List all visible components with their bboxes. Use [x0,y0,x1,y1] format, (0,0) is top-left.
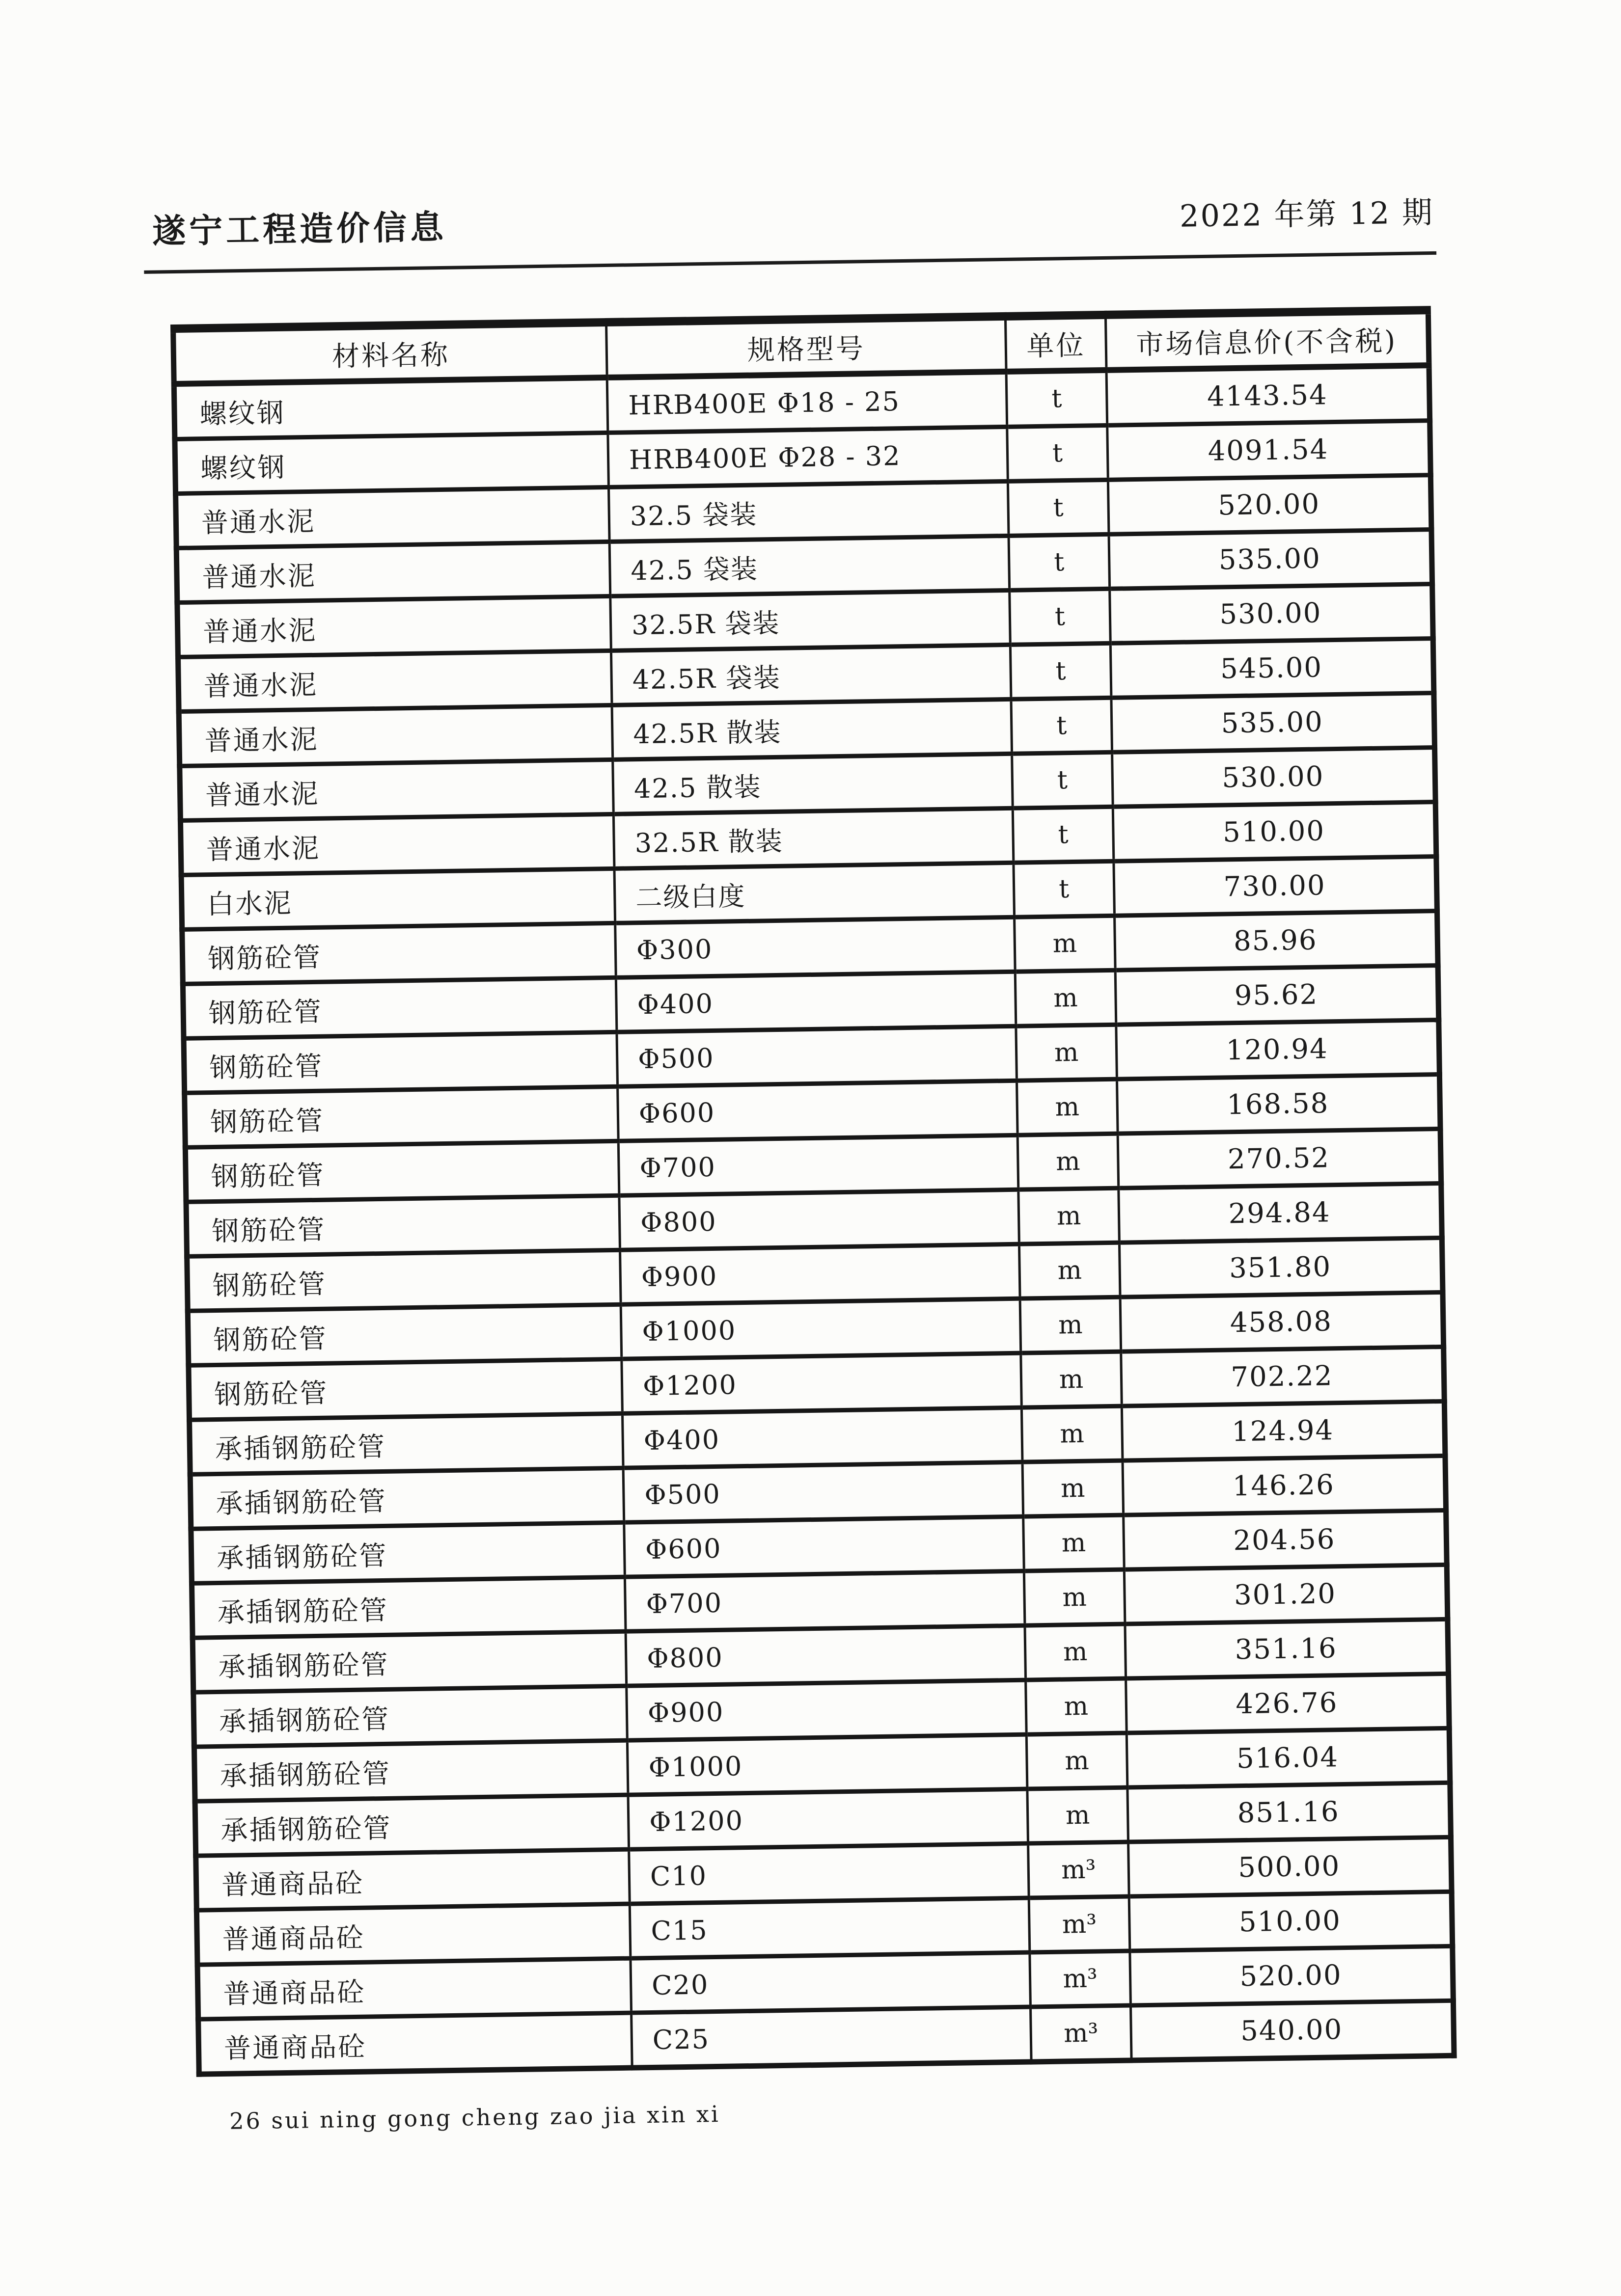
spec-cell: 二级白度 [614,863,1015,923]
unit-cell: t [1014,861,1115,917]
unit-cell: m [1021,1351,1122,1407]
unit-cell: m [1017,1079,1118,1135]
unit-cell: m³ [1028,1842,1129,1898]
spec-cell: Φ400 [622,1407,1022,1468]
spec-cell: 42.5 散装 [613,754,1013,814]
spec-cell: Φ1200 [628,1789,1028,1849]
material-name-cell: 承插钢筋砼管 [193,1686,628,1747]
spec-cell: Φ900 [620,1244,1020,1304]
price-cell: 516.04 [1126,1728,1450,1787]
material-name-cell: 白水泥 [181,868,615,929]
price-cell: 146.26 [1123,1456,1446,1515]
spec-cell: 42.5 袋装 [609,536,1010,596]
spec-cell: Φ700 [625,1571,1025,1631]
material-name-cell: 普通水泥 [176,541,610,602]
price-cell: 458.08 [1120,1292,1444,1351]
material-name-cell: 普通水泥 [180,759,614,820]
unit-cell: t [1013,807,1114,863]
price-cell: 351.80 [1119,1238,1443,1297]
unit-cell: t [1007,425,1108,481]
material-name-cell: 钢筋砼管 [188,1304,622,1365]
spec-cell: 42.5R 袋装 [611,645,1011,705]
column-header-market-price: 市场信息价(不含税) [1105,310,1429,370]
spec-cell: Φ600 [618,1080,1018,1141]
unit-cell: m [1015,970,1116,1026]
unit-cell: t [1012,752,1113,808]
price-cell: 95.62 [1115,965,1439,1025]
material-name-cell: 普通商品砼 [196,1849,630,1910]
column-header-material-name: 材料名称 [173,322,607,384]
spec-cell: C10 [629,1843,1029,1904]
price-cell: 124.94 [1122,1401,1445,1460]
price-cell: 500.00 [1128,1837,1452,1896]
unit-cell: t [1010,643,1111,699]
price-cell: 301.20 [1124,1565,1448,1624]
material-name-cell: 钢筋砼管 [185,1141,619,1202]
header-divider-line [144,251,1436,274]
price-cell: 4143.54 [1106,365,1430,425]
unit-cell: m [1025,1624,1126,1680]
material-name-cell: 承插钢筋砼管 [191,1522,625,1583]
unit-cell: m [1017,1134,1119,1189]
unit-cell: m³ [1030,1951,1131,2007]
spec-cell: Φ600 [624,1516,1024,1577]
price-cell: 510.00 [1113,802,1436,862]
spec-cell: Φ400 [616,972,1016,1032]
spec-cell: Φ800 [626,1625,1026,1686]
unit-cell: t [1006,370,1107,427]
spec-cell: 32.5R 袋装 [610,590,1011,650]
spec-cell: HRB400E Φ18 - 25 [607,372,1007,433]
spec-cell: Φ1200 [622,1353,1022,1413]
material-name-cell: 钢筋砼管 [184,1032,618,1093]
column-header-unit: 单位 [1005,315,1106,372]
spec-cell: Φ500 [623,1462,1023,1522]
price-cell: 351.16 [1125,1619,1449,1678]
column-header-specification: 规格型号 [606,316,1006,378]
price-cell: 535.00 [1111,693,1435,753]
unit-cell: m [1026,1678,1127,1734]
spec-cell: C20 [631,1952,1031,2013]
unit-cell: m [1015,916,1116,972]
unit-cell: m³ [1030,2005,1131,2062]
price-cell: 540.00 [1130,2000,1454,2060]
material-name-cell: 螺纹钢 [175,432,609,493]
issue-label: 2022 年第 12 期 [1179,194,1434,234]
unit-cell: m [1018,1188,1120,1244]
price-cell: 851.16 [1127,1783,1451,1842]
material-name-cell: 承插钢筋砼管 [194,1740,628,1801]
material-name-cell: 钢筋砼管 [187,1250,621,1311]
unit-cell: m [1016,1025,1117,1080]
spec-cell: 32.5 袋装 [608,481,1009,541]
material-name-cell: 承插钢筋砼管 [190,1413,624,1474]
price-table-body [174,365,1454,2074]
material-name-cell: 普通商品砼 [198,2013,632,2074]
price-cell: 510.00 [1129,1891,1453,1951]
unit-cell: m [1021,1406,1123,1462]
unit-cell: t [1008,480,1109,536]
material-price-table [170,306,1457,2077]
material-name-cell: 承插钢筋砼管 [195,1795,629,1856]
price-cell: 520.00 [1108,475,1431,535]
spec-cell: 32.5R 散装 [613,808,1014,868]
material-name-cell: 普通水泥 [177,596,611,657]
unit-cell: t [1010,589,1111,645]
spec-cell: Φ500 [617,1026,1017,1086]
spec-cell: Φ1000 [621,1298,1021,1359]
unit-cell: m [1022,1460,1124,1516]
material-name-cell: 普通商品砼 [196,1904,631,1965]
material-name-cell: 承插钢筋砼管 [192,1631,627,1692]
spec-cell: Φ700 [618,1135,1018,1195]
spec-cell: HRB400E Φ28 - 32 [608,427,1008,487]
price-cell: 520.00 [1130,1946,1454,2005]
price-cell: 545.00 [1110,639,1434,698]
unit-cell: m [1019,1243,1120,1298]
price-cell: 294.84 [1119,1183,1442,1243]
spec-cell: 42.5R 散装 [612,699,1012,759]
document-header [152,186,1434,253]
price-cell: 530.00 [1112,748,1436,807]
material-name-cell: 钢筋砼管 [183,977,617,1038]
document-title: 遂宁工程造价信息 [152,207,447,251]
spec-cell: C15 [630,1898,1030,1958]
material-name-cell: 普通水泥 [180,814,614,875]
material-name-cell: 螺纹钢 [174,378,608,439]
price-cell: 730.00 [1114,857,1437,916]
unit-cell: t [1009,534,1110,590]
material-name-cell: 承插钢筋砼管 [192,1577,626,1638]
price-cell: 168.58 [1117,1074,1440,1134]
spec-cell: Φ800 [619,1189,1019,1250]
spec-cell: Φ300 [615,917,1016,977]
unit-cell: m [1026,1733,1127,1789]
spec-cell: Φ1000 [627,1734,1027,1795]
price-cell: 702.22 [1121,1347,1445,1406]
page-footer-label: 26 sui ning gong cheng zao jia xin xi [229,2100,720,2134]
spec-cell: Φ900 [627,1680,1027,1740]
unit-cell: m [1027,1787,1128,1843]
material-name-cell: 承插钢筋砼管 [190,1468,624,1529]
unit-cell: t [1011,698,1112,754]
material-name-cell: 普通水泥 [178,650,612,711]
unit-cell: m [1020,1297,1121,1353]
price-cell: 426.76 [1126,1674,1450,1733]
material-name-cell: 钢筋砼管 [189,1359,623,1420]
price-cell: 120.94 [1116,1020,1440,1079]
material-name-cell: 钢筋砼管 [185,1086,619,1147]
material-name-cell: 普通商品砼 [197,1958,632,2019]
spec-cell: C25 [632,2007,1032,2068]
unit-cell: m³ [1029,1896,1130,1952]
price-cell: 270.52 [1118,1129,1441,1188]
material-name-cell: 钢筋砼管 [182,923,616,984]
price-cell: 204.56 [1124,1510,1447,1569]
price-cell: 535.00 [1109,530,1432,589]
material-name-cell: 普通水泥 [179,705,613,766]
material-name-cell: 普通水泥 [176,487,610,548]
unit-cell: m [1023,1515,1125,1571]
material-name-cell: 钢筋砼管 [186,1195,620,1256]
price-cell: 85.96 [1115,911,1438,971]
price-cell: 530.00 [1110,584,1433,644]
unit-cell: m [1024,1569,1125,1625]
price-cell: 4091.54 [1107,421,1431,480]
